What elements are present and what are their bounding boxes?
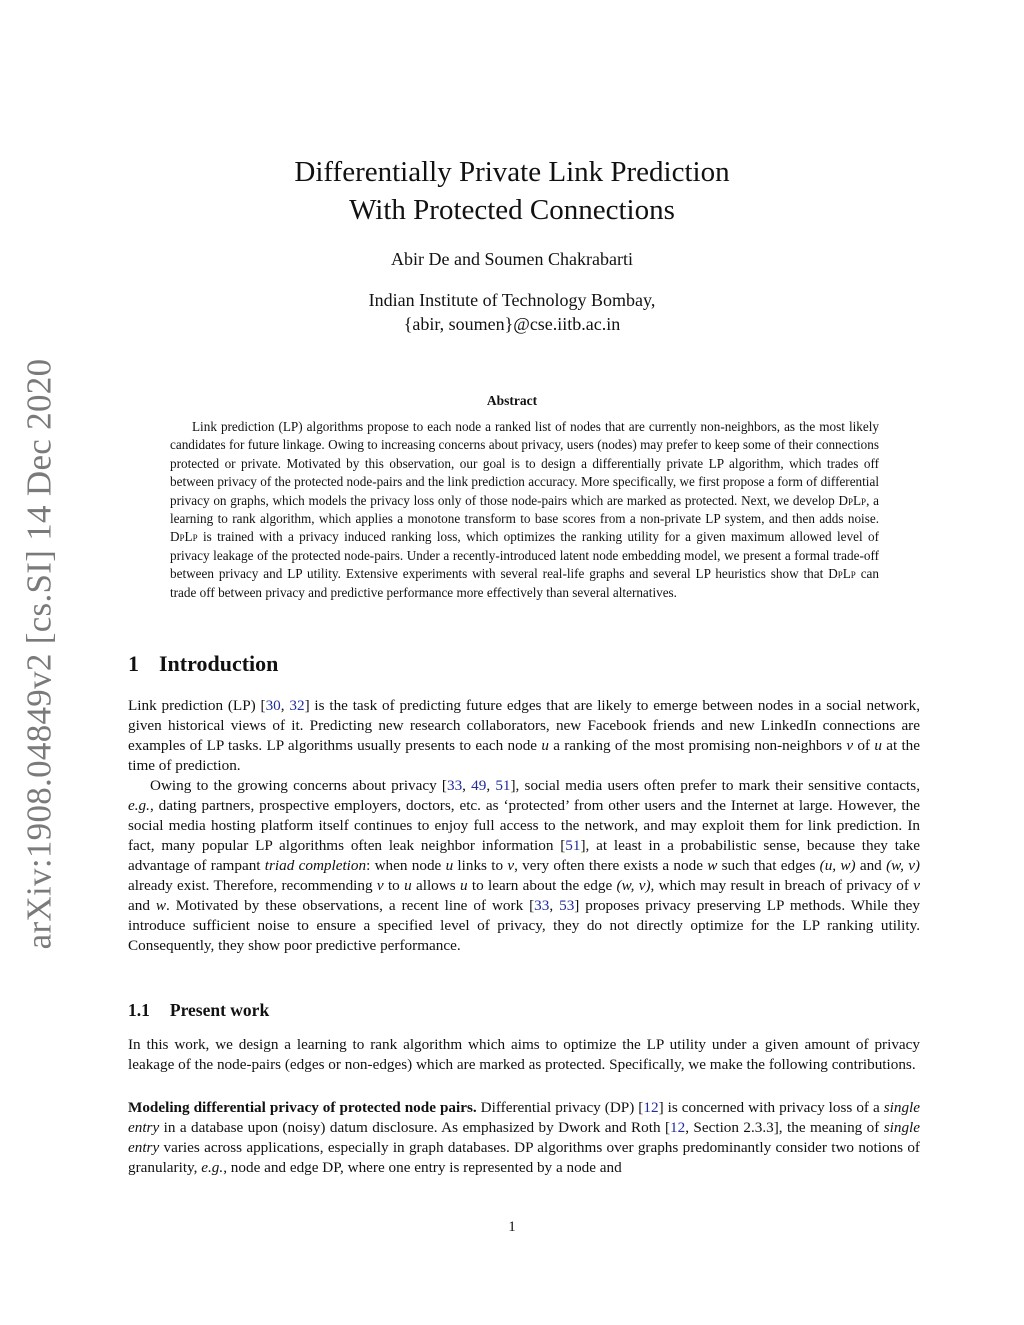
citation-link[interactable]: 51 — [495, 777, 511, 794]
citation-link[interactable]: 53 — [559, 897, 575, 914]
authors: Abir De and Soumen Chakrabarti — [391, 249, 633, 269]
title-line-1: Differentially Private Link Prediction — [294, 156, 730, 188]
subsection-title: Present work — [169, 1000, 270, 1020]
abstract-text — [170, 418, 879, 602]
citation-link[interactable]: 51 — [565, 837, 581, 854]
citation-link[interactable]: 33 — [534, 897, 550, 914]
affiliation: Indian Institute of Technology Bombay, — [368, 290, 656, 310]
citation-link[interactable]: 33 — [446, 777, 463, 794]
abstract-part-3: is trained with a privacy induced ranking loss, which optimizes the ranking utility for a given maximum allowed level of privacy leakage of the protected node-pairs. Under a recently-introduced latent node embedding model, we present a formal trade-off between privacy and LP utility. Extensive experiments with several real-life graphs and several LP heuristics show that — [170, 529, 879, 582]
abstract-heading: Abstract — [486, 393, 538, 408]
abstract-part-2: , a learning to rank algorithm, which applies a monotone transform to base scores from a non-private LP system, and then adds noise. — [170, 492, 879, 527]
page-number: 1 — [508, 1219, 516, 1235]
section-heading-introduction — [128, 651, 278, 677]
dplp-name: DpLp — [838, 492, 867, 508]
email: {abir, soumen}@cse.iitb.ac.in — [403, 314, 621, 334]
present-paragraph-2: Modeling differential privacy of protected node pairs. Differential privacy (DP) [12] is concerned with privacy loss of a single entry in a database upon (noisy) datum disclosure. As emphasized by Dwork and Roth [12, Section 2.3.3], the meaning of single entry varies across applications, especially in graph databases. DP algorithms over graphs predominantly consider two notions of granularity, e.g., node and edge DP, where one entry is represented by a node and — [128, 1099, 920, 1176]
paper-title — [0, 153, 1024, 229]
citation-link[interactable]: 32 — [289, 697, 305, 714]
subsection-heading-present-work — [128, 1000, 269, 1021]
dplp-name: DpLp — [170, 529, 198, 545]
intro-paragraph-2: Owing to the growing concerns about privacy [33, 49, 51], social media users often prefer to mark their sensitive contacts, e.g., dating partners, prospective employers, doctors, etc. as ‘protected’ from other users and the Internet at large. However, the social media hosting platform itself continues to enjoy full access to the network, and may exploit them for link prediction. In fact, many popular LP algorithms often leak neighbor information [51], at least in a probabilistic sense, because they take advantage of rampant triad completion: when node u links to v, very often there exists a node w such that edges (u, w) and (w, v) already exist. Therefore, recommending v to u allows u to learn about the edge (w, v), which may result in breach of privacy of v and w. Motivated by these observations, a recent line of work [33, 53] proposes privacy preserving LP methods. While they introduce sufficient noise to ensure a specified level of privacy, they do not directly optimize for the LP ranking utility. Consequently, they show poor predictive performance. — [128, 777, 921, 954]
present-paragraph-1: In this work, we design a learning to rank algorithm which aims to optimize the LP utility under a given amount of privacy leakage of the node-pairs (edges or non-edges) which are marked as protected. Specifically, we make the following contributions. — [128, 1036, 920, 1073]
section-number: 1 — [128, 651, 139, 676]
citation-link[interactable]: 12 — [643, 1099, 659, 1116]
subsection-number: 1.1 — [128, 1000, 150, 1020]
citation-link[interactable]: 30 — [265, 697, 281, 714]
affiliation-block — [0, 288, 1024, 336]
citation-link[interactable]: 49 — [471, 777, 487, 794]
arxiv-sidebar-stamp — [14, 358, 64, 950]
title-line-2: With Protected Connections — [349, 194, 675, 226]
citation-link[interactable]: 12 — [670, 1119, 686, 1136]
intro-paragraph-1: Link prediction (LP) [30, 32] is the task of predicting future edges that are likely to emerge between nodes in a social network, given historical views of it. Predicting new research collaborators, new Facebook friends and new LinkedIn connections are examples of LP tasks. LP algorithms usually presents to each node u a ranking of the most promising non-neighbors v of u at the time of prediction. — [128, 697, 921, 774]
section-title: Introduction — [159, 651, 279, 676]
arxiv-id: arXiv:1908.04849v2 [cs.SI] 14 Dec 2020 — [19, 358, 58, 950]
abstract-part-1: Link prediction (LP) algorithms propose to each node a ranked list of nodes that are currently non-neighbors, as the most likely candidates for future linkage. Owing to increasing concerns about privacy, users (nodes) may prefer to keep some of their connections protected or private. Motivated by this observation, our goal is to design a differentially private LP algorithm, which trades off between privacy of the protected node-pairs and the link prediction accuracy. More specifically, we first propose a form of differential privacy on graphs, which models the privacy loss only of those node-pairs which are marked as protected. Next, we develop — [170, 419, 879, 508]
dplp-name: DpLp — [828, 566, 856, 582]
abstract-part-4: can trade off between privacy and predictive performance more effectively than several alternatives. — [170, 566, 879, 600]
